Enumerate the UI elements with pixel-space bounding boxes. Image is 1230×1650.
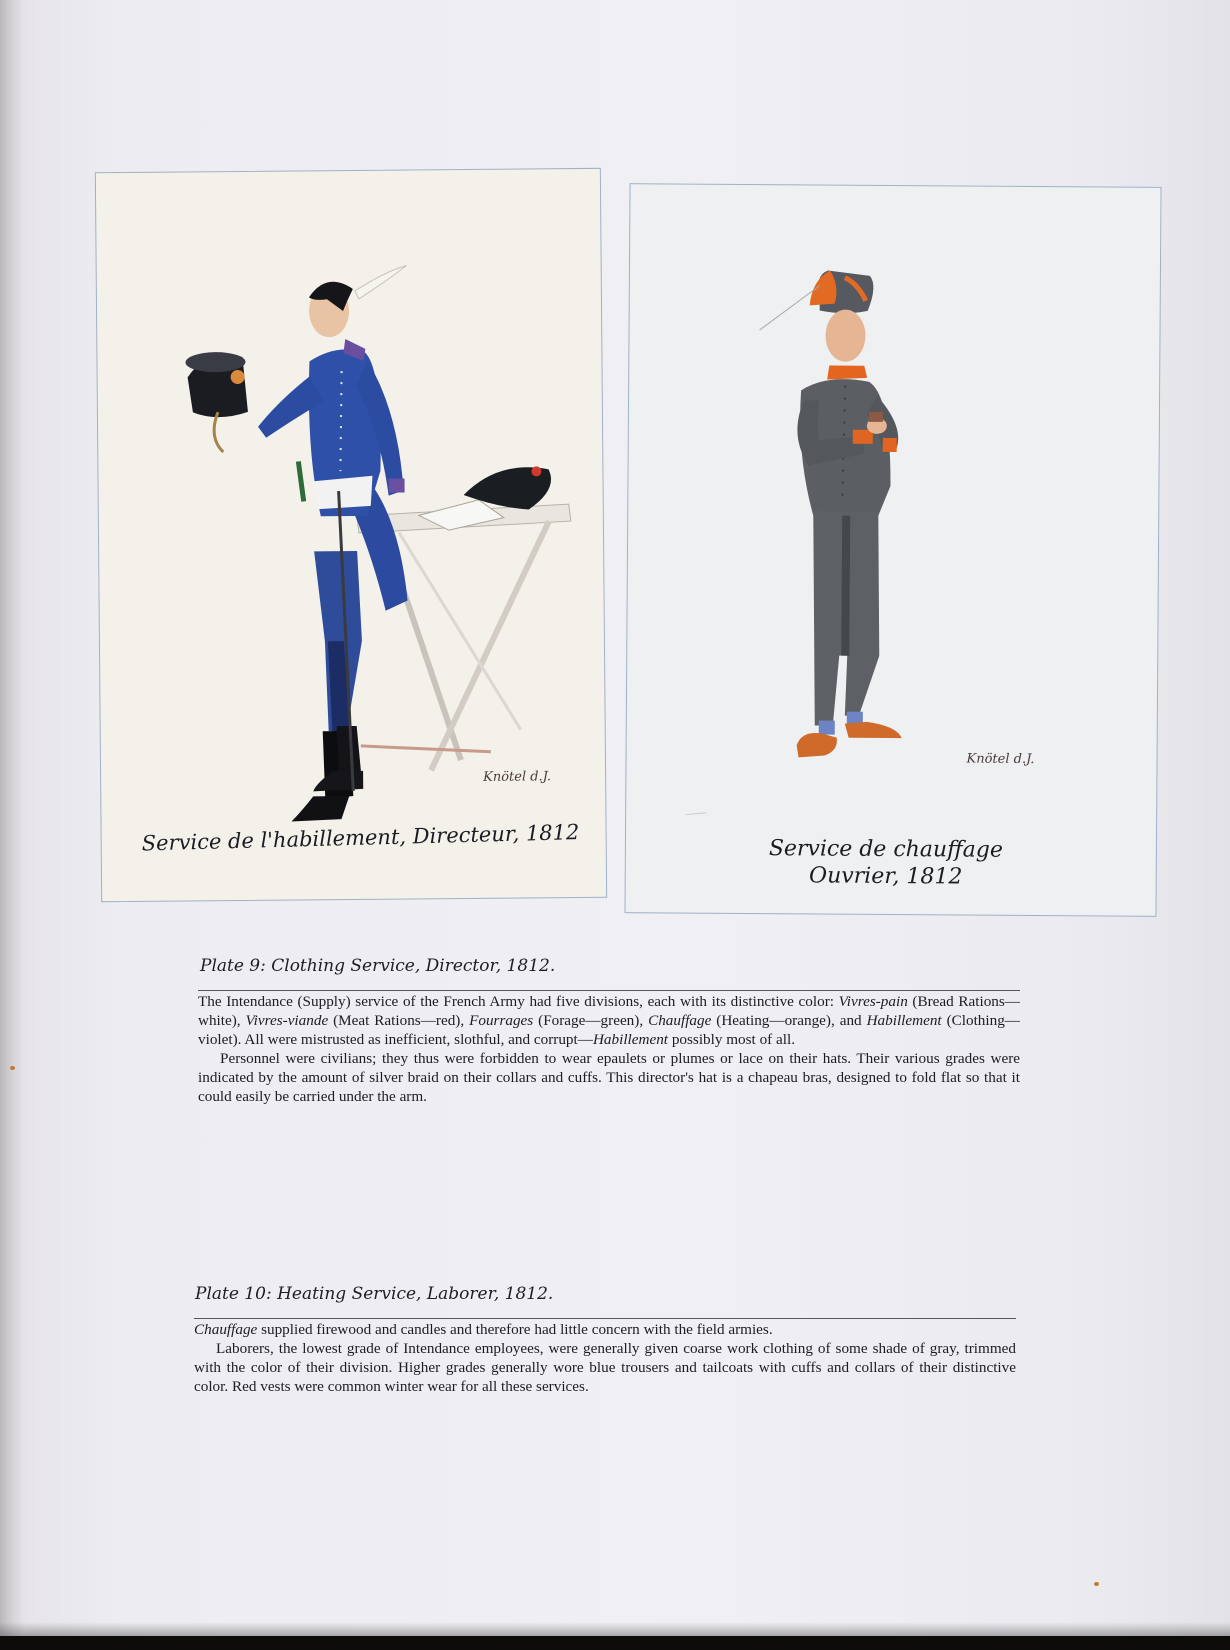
plate-10-paragraph-1: Chauffage supplied firewood and candles and therefore had little concern with the field armies. bbox=[194, 1321, 773, 1338]
plate-10-caption-line-2: Ouvrier, 1812 bbox=[808, 863, 963, 890]
plate-9-illustration bbox=[95, 168, 607, 902]
plate-10-caption-line-1: Service de chauffage bbox=[768, 836, 1004, 863]
plate-10-illustration-caption bbox=[736, 835, 1036, 891]
director-figure-drawing bbox=[96, 169, 608, 903]
page-bottom-shadow bbox=[0, 1622, 1230, 1636]
plate-10-description bbox=[194, 1320, 1016, 1396]
plate-9-illustration-caption: Service de l'habillement, Directeur, 1812 bbox=[141, 820, 580, 856]
paper-stain bbox=[10, 1066, 15, 1070]
plate-9-title: Plate 9: Clothing Service, Director, 1812. bbox=[200, 956, 556, 976]
paper-stain bbox=[1094, 1582, 1099, 1586]
plate-10-paragraph-2: Laborers, the lowest grade of Intendance employees, were generally given coarse work clothing of some shade of gray, trimmed with the color of their division. Higher grades generally wore blue trousers and tailcoats with cuffs and collars of their distinctive color. Red vests were common winter wear for all these services. bbox=[194, 1340, 1016, 1395]
plate-10-illustration bbox=[624, 183, 1161, 917]
plate-10-title-rule bbox=[194, 1318, 1016, 1319]
page-gutter bbox=[0, 0, 24, 1636]
plate-9-paragraph-1: The Intendance (Supply) service of the French Army had five divisions, each with its distinctive color: Vivres-pain (Bread Rations—white), Vivres-viande (Meat Rations—red), Fourrages (Forage—green), Chauffage (Heating—orange), and Habillement (Clothing—violet). All were mistrusted as inefficient, slothful, and corrupt—Habillement possibly most of all. bbox=[198, 993, 1020, 1048]
laborer-figure-drawing bbox=[625, 184, 1162, 918]
plate-9-title-rule bbox=[198, 990, 1020, 991]
plate-9-artist-signature: Knötel d.J. bbox=[483, 769, 552, 785]
plate-9-paragraph-2: Personnel were civilians; they thus were forbidden to wear epaulets or plumes or lace on their hats. Their various grades were indicated by the amount of silver braid on their collars and cuffs. This director's hat is a chapeau bras, designed to fold flat so that it could easily be carried under the arm. bbox=[198, 1050, 1020, 1105]
plate-10-artist-signature: Knötel d.J. bbox=[966, 751, 1035, 767]
plate-9-description bbox=[198, 992, 1020, 1106]
plate-10-title: Plate 10: Heating Service, Laborer, 1812. bbox=[195, 1284, 554, 1304]
